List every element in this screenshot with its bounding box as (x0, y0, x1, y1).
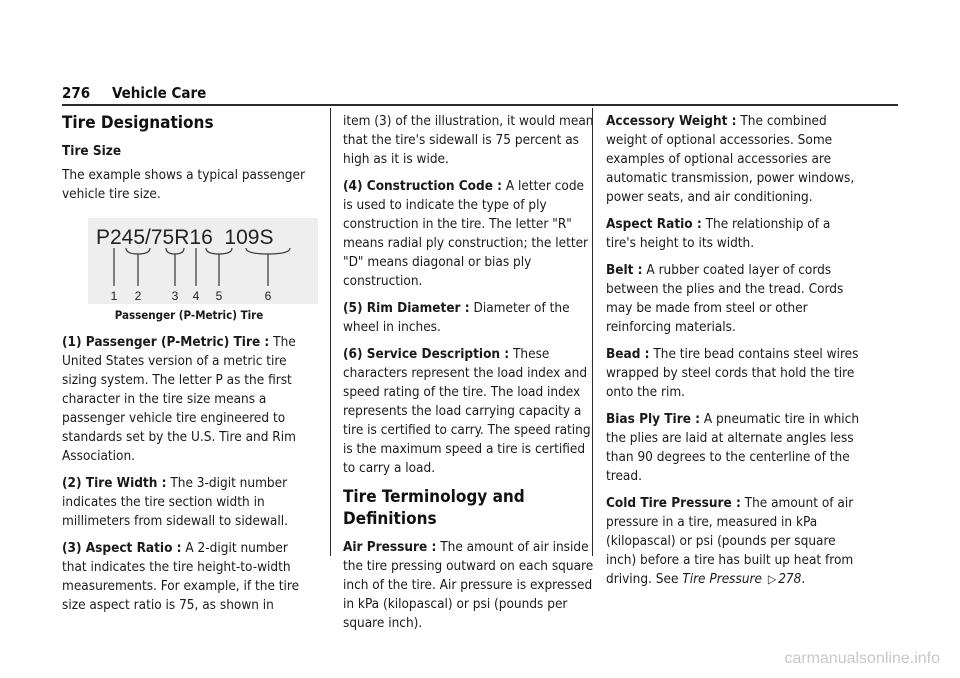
term-label: (1) Passenger (P-Metric) Tire : (62, 334, 270, 350)
definition-tire-width (62, 474, 316, 531)
definition-rim-diameter (343, 299, 597, 337)
definition-aspect-ratio (62, 539, 316, 615)
term-text: These characters represent the load index and speed rating of the tire. The load index represents the load carrying capacity a tire is certified to carry. The speed rating is the maximum speed a tire is certified to carry a load. (343, 346, 591, 476)
heading-tire-terminology: Tire Terminology and Definitions (343, 487, 525, 529)
continuation-paragraph: item (3) of the illustration, it would mean that the tire's sidewall is 75 percent as high as it is wide. (343, 113, 594, 167)
definition-aspect-ratio-term (606, 215, 860, 253)
definition-accessory-weight (606, 112, 860, 207)
definition-passenger (62, 333, 316, 466)
sentence-end: . (801, 571, 806, 587)
subheading-tire-size: Tire Size (62, 143, 122, 159)
callout-6: 6 (264, 289, 272, 303)
term-label: Accessory Weight : (606, 113, 737, 129)
definition-cold-tire-pressure (606, 494, 860, 589)
section-title: Vehicle Care (112, 84, 207, 102)
callout-3: 3 (171, 289, 179, 303)
term-text: The combined weight of optional accessories. Some examples of optional accessories are automatic transmission, power windows, power seats, and air conditioning. (606, 113, 855, 205)
page-header (62, 84, 898, 106)
term-text: A pneumatic tire in which the plies are laid at alternate angles less than 90 degrees to the centerline of the tread. (606, 411, 860, 484)
term-text: A letter code is used to indicate the type of ply construction in the tire. The letter "R" means radial ply construction; the letter "D" means diagonal or bias ply construction. (343, 178, 589, 289)
callout-1: 1 (110, 289, 118, 303)
term-label: Bias Ply Tire : (606, 411, 701, 427)
column-1 (62, 112, 316, 623)
term-label: (2) Tire Width : (62, 475, 167, 491)
term-text: Diameter of the wheel in inches. (343, 300, 570, 335)
term-label: Cold Tire Pressure : (606, 495, 741, 511)
definition-bead (606, 345, 860, 402)
definition-service-description (343, 345, 597, 478)
term-label: (3) Aspect Ratio : (62, 540, 182, 556)
tire-pressure-page[interactable]: 278 (778, 571, 802, 587)
term-text: The 3-digit number indicates the tire section width in millimeters from sidewall to sidewall. (62, 475, 288, 529)
term-label: Bead : (606, 346, 650, 362)
term-label: (4) Construction Code : (343, 178, 503, 194)
column-divider-1 (330, 108, 331, 556)
definition-bias-ply-tire (606, 410, 860, 486)
callout-2: 2 (134, 289, 142, 303)
term-text: The tire bead contains steel wires wrapped by steel cords that hold the tire onto the rim. (606, 346, 859, 400)
page-reference-icon: ▷ (767, 572, 777, 586)
callout-5: 5 (215, 289, 223, 303)
intro-paragraph: The example shows a typical passenger vehicle tire size. (62, 167, 305, 202)
term-label: (5) Rim Diameter : (343, 300, 470, 316)
tire-pressure-link[interactable]: Tire Pressure (682, 571, 763, 587)
term-text: The United States version of a metric tire sizing system. The letter P as the first character in the tire size means a passenger vehicle tire engineered to standards set by the U.S. Tire and Rim Association. (62, 334, 296, 464)
figure-caption: Passenger (P-Metric) Tire (114, 308, 264, 322)
definition-belt (606, 261, 860, 337)
term-text: A 2-digit number that indicates the tire height-to-width measurements. For example, if the tire size aspect ratio is 75, as shown in (62, 540, 300, 613)
term-text: The amount of air pressure in a tire, measured in kPa (kilopascal) or psi (pounds per square inch) before a tire has built up heat from driving. See (606, 495, 854, 587)
tire-size-code: P245/75R16 109S (96, 226, 274, 249)
term-label: Belt : (606, 262, 643, 278)
term-label: (6) Service Description : (343, 346, 510, 362)
callout-4: 4 (192, 289, 200, 303)
definition-air-pressure (343, 538, 597, 633)
definition-construction-code (343, 177, 597, 291)
watermark: carmanualsonline.info (784, 650, 940, 667)
tire-size-illustration (88, 218, 318, 304)
term-text: The relationship of a tire's height to its width. (606, 216, 831, 251)
page-number: 276 (62, 84, 91, 102)
column-2 (343, 112, 597, 641)
heading-tire-designations: Tire Designations (62, 113, 214, 133)
term-text: The amount of air inside the tire pressing outward on each square inch of the tire. Air pressure is expressed in kPa (kilopascal) or psi (pounds per square inch). (343, 539, 594, 631)
term-text: A rubber coated layer of cords between the plies and the tread. Cords may be made from steel or other reinforcing materials. (606, 262, 844, 335)
term-label: Aspect Ratio : (606, 216, 702, 232)
term-label: Air Pressure : (343, 539, 437, 555)
column-3 (606, 112, 860, 597)
